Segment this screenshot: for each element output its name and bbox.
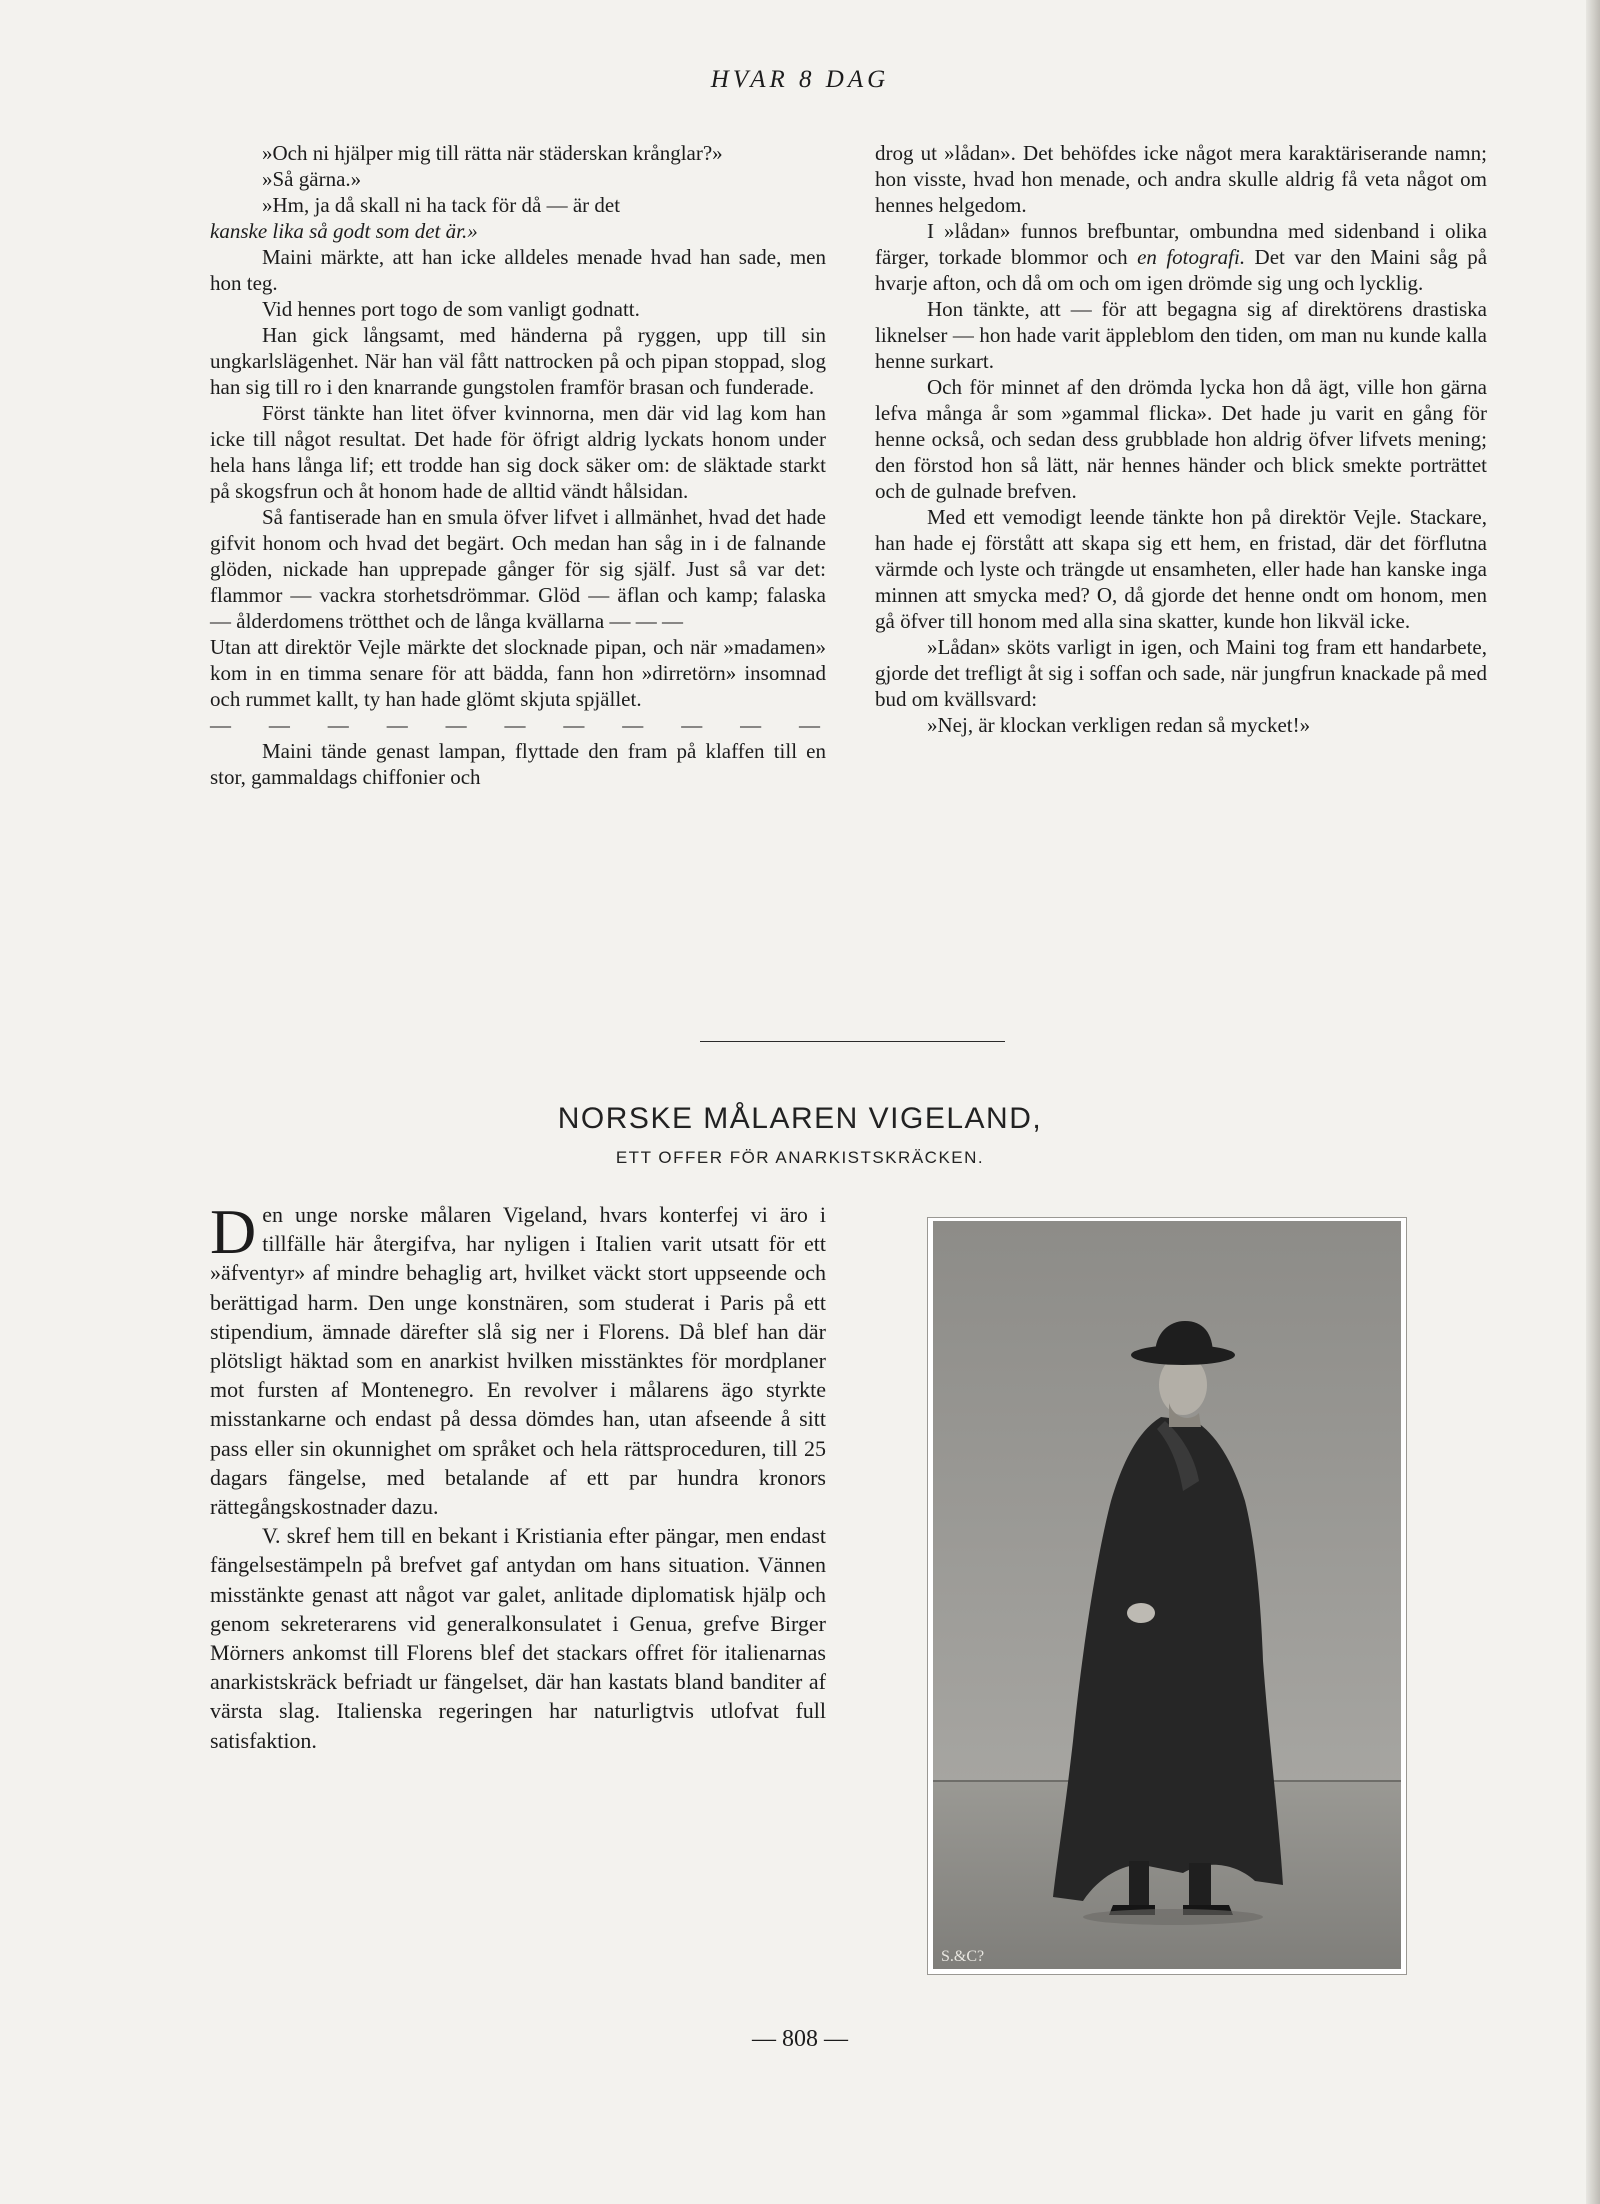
drop-cap: D [210, 1196, 257, 1267]
photo-studio-mark: S.&C? [941, 1948, 985, 1965]
section-divider [700, 1041, 1005, 1042]
story-italic-line [210, 218, 826, 244]
italic-text: en fotografi. [1137, 245, 1246, 269]
story-paragraph: Han gick långsamt, med händerna på ryggen, upp till sin ungkarlslägenhet. När han väl fått nattrocken på och pipan stoppad, slog han sig till ro i den knarrande gungstolen framför brasan och funderade. [210, 323, 826, 399]
story-paragraph: Utan att direktör Vejle märkte det slocknade pipan, och när »madamen» kom in en timma senare för att bädda, fann hon »dirretörn» insomnad och rummet kallt, ty han hade glömt skjuta spjället. [210, 635, 826, 711]
article-title: NORSKE MÅLAREN VIGELAND, [557, 1102, 1043, 1135]
story-paragraph: drog ut »lådan». Det behöfdes icke något mera karaktäriserande namn; hon visste, hvad hon menade, och andra skulle aldrig få veta något om hennes helgedom. [875, 141, 1487, 217]
article-subtitle: ETT OFFER FÖR ANARKISTSKRÄCKEN. [615, 1148, 985, 1167]
story-paragraph: »Så gärna.» [262, 167, 362, 191]
italic-text: kanske lika så godt som det är.» [210, 219, 478, 243]
page-number: — 808 — [752, 2026, 848, 2052]
article-body [210, 1196, 826, 1755]
portrait-photo [933, 1221, 1401, 1969]
running-head: HVAR 8 DAG [710, 66, 890, 93]
story-paragraph: »Och ni hjälper mig till rätta när städerskan krånglar?» [262, 141, 723, 165]
story-paragraph: »Lådan» sköts varligt in igen, och Maini tog fram ett handarbete, gjorde det trefligt åt sig i soffan och sade, när jungfrun knackade på med bud om kvällsvard: [875, 635, 1487, 711]
story-paragraph: Hon tänkte, att — för att begagna sig af direktörens drastiska liknelser — hon hade varit äppleblom den tiden, om man nu kunde kalla henne surkart. [875, 297, 1487, 373]
story-paragraph: »Hm, ja då skall ni ha tack för då — är det [262, 193, 621, 217]
story-paragraph [875, 218, 1487, 296]
story-paragraph: Maini tände genast lampan, flyttade den fram på klaffen till en stor, gammaldags chiffonier och [210, 739, 826, 789]
story-paragraph: Så fantiserade han en smula öfver lifvet i allmänhet, hvad det hade gifvit honom och hvad det begärt. Och medan han såg in i de falnande glöden, nickade han upprepade gånger för sig själf. Just så var det: flammor — vackra storhetsdrömmar. Glöd — äflan och kamp; falaska — ålderdomens trötthet och de långa kvällarna — — — [210, 505, 826, 633]
story-text: I »lådan» funnos brefbuntar, ombundna med sidenband i olika färger, torkade blommor och [875, 219, 1487, 269]
story-paragraph: Först tänkte han litet öfver kvinnorna, men där vid lag kom han icke till något resultat. Det hade för öfrigt aldrig lyckats honom under hela hans långa lif; ett trodde han sig dock säker om: de släktade starkt på skogsfrun och åt honom hade de alltid vändt hålsidan. [210, 401, 826, 503]
story-paragraph: Och för minnet af den drömda lycka hon då ägt, ville hon gärna lefva många år som »gammal flicka». Det hade ju varit en gång för henne också, och sedan dess grubblade hon aldrig öfver lifvets mening; den förstod hon så lätt, när hennes händer och blick smekte porträttet och de gulnade brefven. [875, 375, 1487, 503]
article-paragraph: V. skref hem till en bekant i Kristiania efter pängar, men endast fängelsestämpeln på brefvet gaf antydan om hans situation. Vännen misstänkte genast att något var galet, anlitade diplomatisk hjälp och genom sekreterarens vid generalkonsulatet i Genua, grefve Birger Mörners ankomst till Florens blef det stackars offret för italienarnas anarkistskräck befriadt ur fängelset, där han kastats bland banditer af värsta slag. Italienska regeringen har naturligtvis utlofvat full satisfaktion. [210, 1523, 826, 1753]
story-paragraph: »Nej, är klockan verkligen redan så mycket!» [927, 713, 1311, 737]
story-column-left [210, 140, 826, 790]
article-text: en unge norske målaren Vigeland, hvars konterfej vi äro i tillfälle här återgifva, har nyligen i Italien varit utsatt för ett »äfventyr» af mindre behaglig art, hvilket väckt stort uppseende och berättigad harm. Den unge konstnären, som studerat i Paris på ett stipendium, ämnade därefter slå sig ner i Florens. Då blef han där plötsligt häktad som en anarkist hvilken misstänktes för mordplaner mot fursten af Montenegro. En revolver i målarens ägo styrkte misstankarne och endast på dessa dömdes han, utan afseende å sitt pass eller sin okunnighet om språket och hela rättsproceduren, till 25 dagars fängelse, med betalande af ett par hundra kronors rättegångskostnader dazu. [210, 1202, 826, 1520]
scene-break-dashes: — — — — — — — — — — — [210, 713, 826, 737]
article-paragraph [210, 1196, 826, 1521]
story-paragraph: Vid hennes port togo de som vanligt godnatt. [262, 297, 640, 321]
story-paragraph: Maini märkte, att han icke alldeles menade hvad han sade, men hon teg. [210, 245, 826, 295]
story-column-right [875, 140, 1487, 738]
portrait-illustration [933, 1221, 1401, 1969]
story-text: Det var den Maini såg på hvarje afton, och då om och om igen drömde sig ung och lycklig. [875, 245, 1488, 295]
story-paragraph: Med ett vemodigt leende tänkte hon på direktör Vejle. Stackare, han hade ej förstått att skapa sig ett hem, en fristad, där det förflutna värmde och lyste och trängde ut ensamheten, eller hade han kanske inga minnen att smycka med? O, då gjorde det henne ondt om honom, men gå öfver till honom med alla sina skatter, kunde hon likväl icke. [875, 505, 1487, 633]
